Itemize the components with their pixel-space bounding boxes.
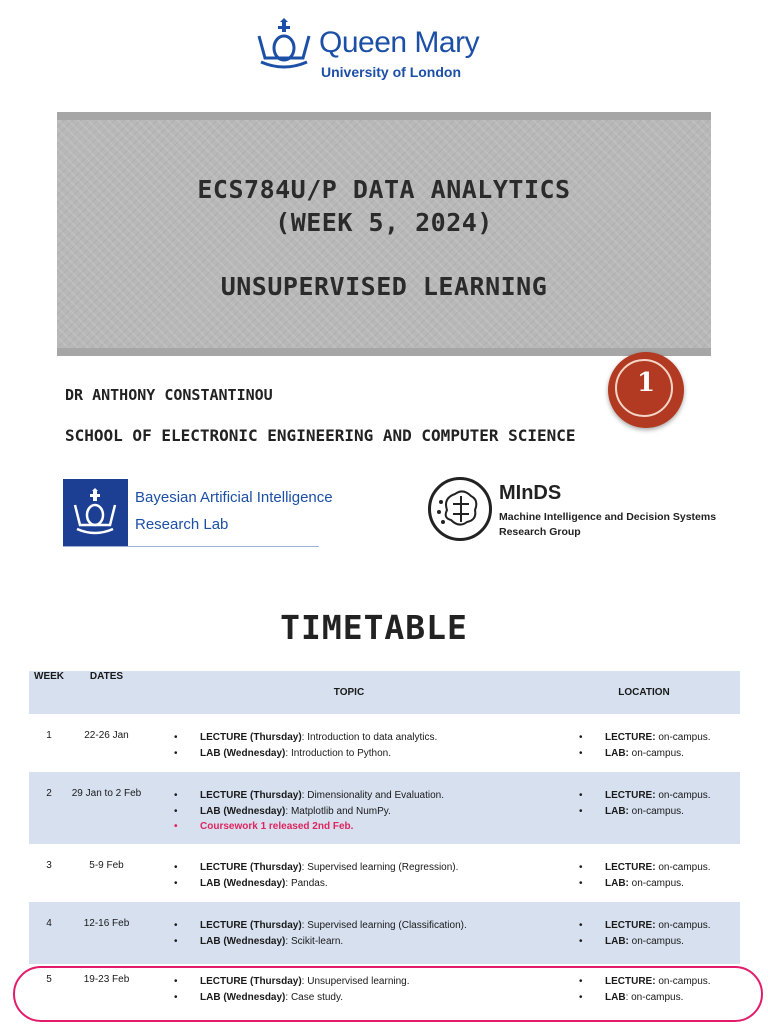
list-item: • LECTURE (Thursday): Unsupervised learning. [169,974,549,990]
list-item: • LECTURE: on-campus. [574,918,734,934]
list-item: • LECTURE (Thursday): Introduction to data analytics. [169,730,549,746]
list-item: • LECTURE: on-campus. [574,860,734,876]
row-week: 5 [46,974,52,985]
table-row [29,714,740,772]
list-item: • LAB (Wednesday): Pandas. [169,876,549,892]
minds-subtitle: Machine Intelligence and Decision Systems [499,511,717,523]
list-item: • LAB: on-campus. [574,804,734,820]
crown-crest-icon [255,18,313,74]
timetable-title: TIMETABLE [280,608,468,647]
row-dates: 19-23 Feb [83,974,130,985]
row-week: 2 [46,788,52,799]
row-week: 3 [46,860,52,871]
table-header-row [29,671,740,714]
list-item: • LAB (Wednesday): Case study. [169,990,549,1006]
page-number-badge [608,352,684,428]
header-dates: DATES [89,671,124,682]
list-item: • LAB: on-campus. [574,934,734,950]
row-location-list [574,860,734,891]
list-item: • LECTURE (Thursday): Dimensionality and Evaluation. [169,788,549,804]
row-topic-list [169,730,549,761]
lecture-topic: UNSUPERVISED LEARNING [220,272,548,301]
list-item: • LAB: on-campus. [574,990,734,1006]
row-dates: 29 Jan to 2 Feb [71,788,142,799]
header-week: WEEK [34,671,64,682]
school-name: SCHOOL OF ELECTRONIC ENGINEERING AND COMPUTER SCIENCE [65,426,576,445]
list-item: • LAB (Wednesday): Scikit-learn. [169,934,549,950]
course-title: ECS784U/P DATA ANALYTICS [197,175,571,204]
row-topic-list [169,788,549,835]
list-item: • LAB: on-campus. [574,876,734,892]
row-topic-list [169,860,549,891]
row-dates: 22-26 Jan [84,730,129,741]
row-dates: 12-16 Feb [83,918,130,929]
list-item: • LECTURE: on-campus. [574,974,734,990]
list-item: • LECTURE (Thursday): Supervised learning (Classification). [169,918,549,934]
list-item: • LAB (Wednesday): Matplotlib and NumPy. [169,804,549,820]
minds-subtitle-2: Research Group [499,526,581,538]
coursework-note: • Coursework 1 released 2nd Feb. [169,819,549,835]
author-name: DR ANTHONY CONSTANTINOU [65,386,273,404]
queen-mary-logo [255,18,500,88]
logo-name: Queen Mary [319,26,480,59]
row-week: 1 [46,730,52,741]
bai-crest-icon [63,479,128,546]
list-item: • LAB: on-campus. [574,746,734,762]
brain-circuit-icon [428,477,492,541]
badge-number: 1 [636,368,656,398]
minds-logo [428,476,728,546]
title-banner [57,112,711,356]
header-location: LOCATION [618,687,670,698]
row-dates: 5-9 Feb [89,860,124,871]
row-location-list [574,918,734,949]
logo-subtitle: University of London [321,64,461,80]
table-row [29,772,740,844]
list-item: • LECTURE (Thursday): Supervised learning (Regression). [169,860,549,876]
row-location-list [574,730,734,761]
table-row [29,902,740,964]
list-item: • LAB (Wednesday): Introduction to Python. [169,746,549,762]
header-topic: TOPIC [333,687,365,698]
row-week: 4 [46,918,52,929]
list-item: • LECTURE: on-campus. [574,788,734,804]
current-week-highlight [13,966,763,1022]
bai-lab-logo [63,479,333,547]
bai-title: Bayesian Artificial Intelligence [135,489,333,506]
list-item: • LECTURE: on-campus. [574,730,734,746]
course-week: (WEEK 5, 2024) [275,208,493,237]
minds-name: MInDS [499,482,562,504]
row-location-list [574,788,734,819]
bai-subtitle: Research Lab [135,516,229,533]
table-row [29,844,740,902]
row-topic-list [169,918,549,949]
